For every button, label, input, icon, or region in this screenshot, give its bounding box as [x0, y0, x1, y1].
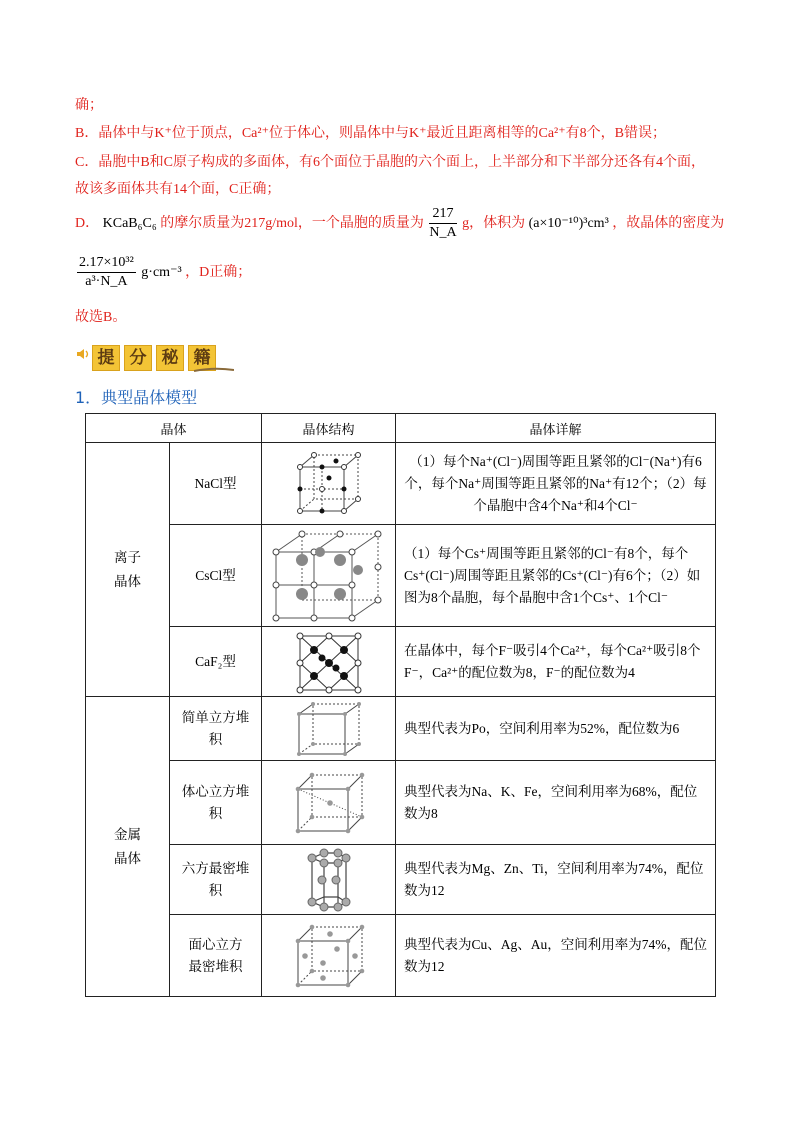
tips-banner [76, 343, 236, 371]
banner-char-2: 分 [124, 345, 152, 371]
answer-line-c1: C．晶胞中B和C原子构成的多面体，有6个面位于晶胞的六个面上，上半部分和下半部分还各有4个面， [75, 155, 706, 170]
simple-cubic-icon [293, 700, 365, 758]
structure-nacl [262, 443, 396, 525]
table-header-row [86, 414, 716, 443]
structure-caf2 [262, 627, 396, 697]
d-density-num: 2.17×10³² [77, 254, 136, 273]
answer-line-d [75, 205, 724, 243]
answer-line-b: B．晶体中与K⁺位于顶点，Ca²⁺位于体心，则晶体中与K⁺最近且距离相等的Ca²⁺有8个，B错误； [75, 126, 666, 141]
section-title: 1．典型晶体模型 [75, 388, 198, 407]
d-text1: 的摩尔质量为217g/mol，一个晶胞的质量为 [160, 216, 424, 231]
nacl-lattice-icon [294, 451, 364, 517]
answer-line-0: 确； [75, 98, 103, 113]
detail-hcp: 典型代表为Mg、Zn、Ti，空间利用率为74%，配位数为12 [396, 845, 716, 915]
d-volume: (a×10⁻¹⁰)³cm³ [528, 216, 609, 231]
group-metal-label: 金属晶体 [114, 826, 141, 867]
bcc-icon [292, 771, 366, 835]
row-name-fcc [170, 915, 262, 997]
fcc-icon [292, 923, 366, 989]
row-name-cscl: CsCl型 [170, 525, 262, 627]
d-density-fraction [77, 254, 136, 291]
cscl-lattice-icon [272, 530, 386, 622]
group-ionic-label: 离子晶体 [114, 549, 141, 590]
row-label: 简单立方堆积 [181, 709, 250, 747]
table-row [86, 845, 716, 915]
d-text3: ，故晶体的密度为 [612, 216, 725, 231]
structure-cscl [262, 525, 396, 627]
d-mass-den: N_A [429, 225, 457, 241]
d-mass-num: 217 [429, 205, 456, 224]
answer-line-d2 [75, 254, 251, 292]
header-structure: 晶体结构 [262, 414, 396, 443]
d-text2: g，体积为 [462, 216, 526, 231]
d-density-den: a³·N_A [85, 274, 128, 290]
d-density-unit: g·cm⁻³ [141, 265, 182, 280]
row-label: 体心立方堆积 [181, 783, 250, 821]
speaker-icon [76, 347, 90, 361]
row-name-hcp [170, 845, 262, 915]
d-formula: KCaB₆C₆ [102, 216, 157, 231]
row-label: 六方最密堆积 [181, 860, 250, 898]
hcp-icon [304, 848, 354, 912]
group-ionic [86, 443, 170, 697]
detail-nacl: （1）每个Na⁺(Cl⁻)周围等距且紧邻的Cl⁻(Na⁺)有6个，每个Na⁺周围等距且紧邻的Na⁺有12个；（2）每个晶胞中含4个Na⁺和4个Cl⁻ [396, 443, 716, 525]
detail-caf2: 在晶体中，每个F⁻吸引4个Ca²⁺，每个Ca²⁺吸引8个F⁻，Ca²⁺的配位数为8，F⁻的配位数为4 [396, 627, 716, 697]
row-name-bcc [170, 761, 262, 845]
table-row [86, 525, 716, 627]
group-metal [86, 697, 170, 997]
structure-bcc [262, 761, 396, 845]
d-prefix: D． [75, 216, 100, 231]
banner-char-1: 提 [92, 345, 120, 371]
structure-hcp [262, 845, 396, 915]
banner-char-3: 秘 [156, 345, 184, 371]
row-label: NaCl型 [194, 475, 237, 491]
detail-fcc: 典型代表为Cu、Ag、Au，空间利用率为74%，配位数为12 [396, 915, 716, 997]
d2-text: ，D正确； [185, 265, 252, 280]
answer-line-c2: 故该多面体共有14个面，C正确； [75, 182, 281, 197]
d-mass-fraction [429, 205, 456, 242]
row-label: 面心立方最密堆积 [188, 936, 243, 974]
header-crystal: 晶体 [86, 414, 262, 443]
banner-swoosh [194, 367, 234, 373]
table-row [86, 697, 716, 761]
table-row [86, 915, 716, 997]
detail-simple-cubic: 典型代表为Po，空间利用率为52%，配位数为6 [396, 697, 716, 761]
detail-cscl: （1）每个Cs⁺周围等距且紧邻的Cl⁻有8个，每个Cs⁺(Cl⁻)周围等距且紧邻的Cs⁺(Cl⁻)有6个；（2）如图为8个晶胞，每个晶胞中含1个Cs⁺、1个Cl⁻ [396, 525, 716, 627]
structure-fcc [262, 915, 396, 997]
caf2-lattice-icon [294, 630, 364, 694]
row-name-nacl [170, 443, 262, 525]
header-detail: 晶体详解 [396, 414, 716, 443]
table-row [86, 761, 716, 845]
row-name-simple-cubic [170, 697, 262, 761]
detail-bcc: 典型代表为Na、K、Fe，空间利用率为68%，配位数为8 [396, 761, 716, 845]
banner-char-4: 籍 [188, 345, 216, 371]
crystal-model-table [85, 413, 716, 997]
answer-conclusion: 故选B。 [75, 310, 127, 325]
structure-simple-cubic [262, 697, 396, 761]
table-row [86, 443, 716, 525]
table-row [86, 627, 716, 697]
row-name-caf2: CaF₂型 [170, 627, 262, 697]
